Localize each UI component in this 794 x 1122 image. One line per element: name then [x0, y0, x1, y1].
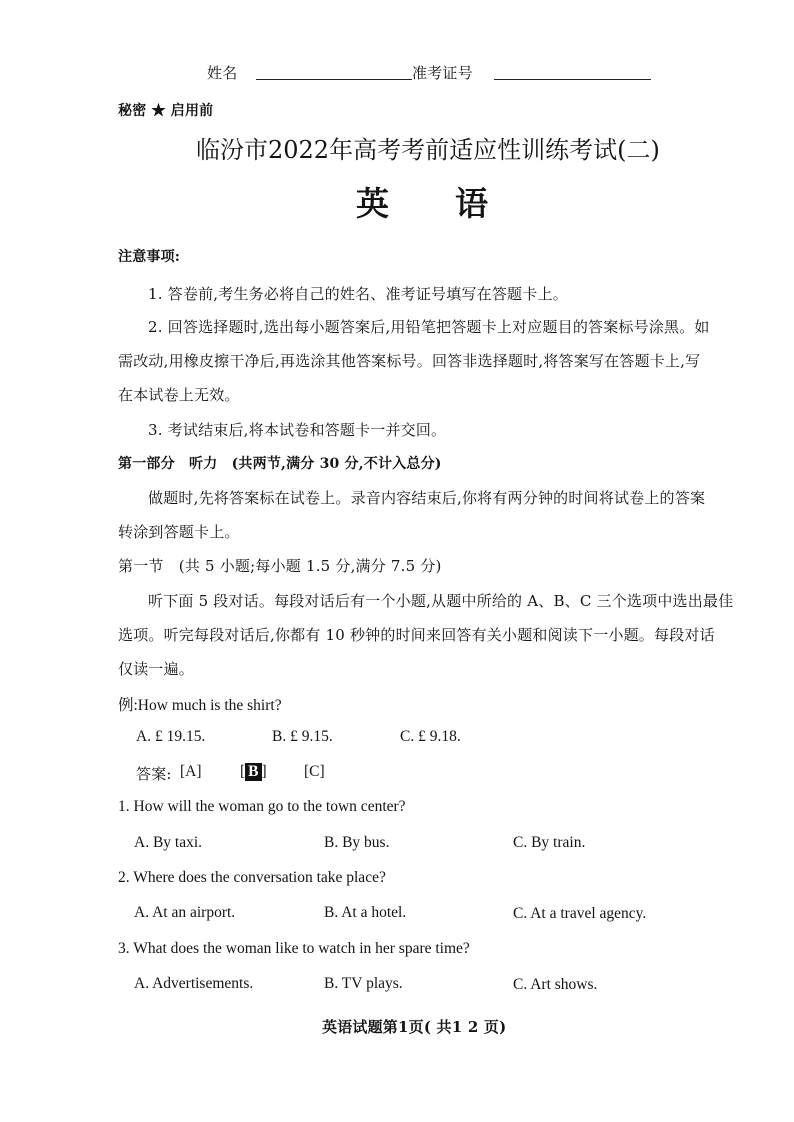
part1-intro-line1: 做题时,先将答案标在试卷上。录音内容结束后,你将有两分钟的时间将试卷上的答案 — [148, 489, 706, 507]
section1-heading: 第一节 (共 5 小题;每小题 1.5 分,满分 7.5 分) — [118, 557, 442, 575]
example-answer-a: [A] — [180, 763, 202, 780]
page-footer: 英语试题第1页( 共1 2 页) — [322, 1018, 507, 1036]
exam-id-label: 准考证号 — [412, 64, 473, 82]
section1-line1: 听下面 5 段对话。每段对话后有一个小题,从题中所给的 A、B、C 三个选项中选出最佳 — [148, 592, 734, 610]
answer-b-filled: B — [245, 763, 261, 781]
question-1-option-b: B. By bus. — [324, 834, 390, 851]
bracket-open: [ — [240, 763, 246, 780]
part1-intro-line2: 转涂到答题卡上。 — [118, 523, 240, 541]
question-2-option-b: B. At a hotel. — [324, 904, 407, 921]
question-1-option-a: A. By taxi. — [134, 834, 203, 851]
exam-id-underline — [494, 79, 651, 80]
example-option-c: C. £ 9.18. — [400, 728, 461, 745]
example-answer-c: [C] — [304, 763, 325, 780]
question-1: 1. How will the woman go to the town center? — [118, 798, 406, 815]
note-2-line2: 需改动,用橡皮擦干净后,再选涂其他答案标号。回答非选择题时,将答案写在答题卡上,写 — [118, 352, 701, 370]
example-option-b: B. £ 9.15. — [272, 728, 333, 745]
note-1: 1. 答卷前,考生务必将自己的姓名、准考证号填写在答题卡上。 — [148, 285, 568, 303]
part1-heading: 第一部分 听力 (共两节,满分 30 分,不计入总分) — [118, 456, 442, 472]
note-3: 3. 考试结束后,将本试卷和答题卡一并交回。 — [148, 421, 447, 439]
question-1-option-c: C. By train. — [513, 834, 586, 851]
example-answer-label: 答案: — [136, 765, 172, 783]
example-answer-b — [240, 763, 267, 781]
question-3-option-b: B. TV plays. — [324, 975, 403, 992]
question-3-option-a: A. Advertisements. — [134, 975, 254, 992]
example-option-a: A. £ 19.15. — [136, 728, 206, 745]
question-3-option-c: C. Art shows. — [513, 976, 598, 993]
exam-title: 临汾市2022年高考考前适应性训练考试(二) — [196, 136, 660, 164]
question-2-option-a: A. At an airport. — [134, 904, 236, 921]
question-2: 2. Where does the conversation take place? — [118, 869, 386, 886]
section1-line3: 仅读一遍。 — [118, 660, 195, 678]
note-2-line3: 在本试卷上无效。 — [118, 386, 240, 404]
name-label: 姓名 — [207, 64, 238, 82]
note-2-line1: 2. 回答选择题时,选出每小题答案后,用铅笔把答题卡上对应题目的答案标号涂黑。如 — [148, 318, 710, 336]
bracket-close: ] — [261, 763, 267, 780]
notes-heading: 注意事项: — [118, 249, 181, 265]
secret-label: 秘密 ★ 启用前 — [118, 103, 214, 119]
question-3: 3. What does the woman like to watch in her spare time? — [118, 940, 470, 957]
question-2-option-c: C. At a travel agency. — [513, 905, 647, 922]
section1-line2: 选项。听完每段对话后,你都有 10 秒钟的时间来回答有关小题和阅读下一小题。每段对话 — [118, 626, 715, 644]
example-question: 例:How much is the shirt? — [118, 697, 282, 714]
subject-title: 英 语 — [356, 184, 488, 223]
name-underline — [256, 79, 412, 80]
